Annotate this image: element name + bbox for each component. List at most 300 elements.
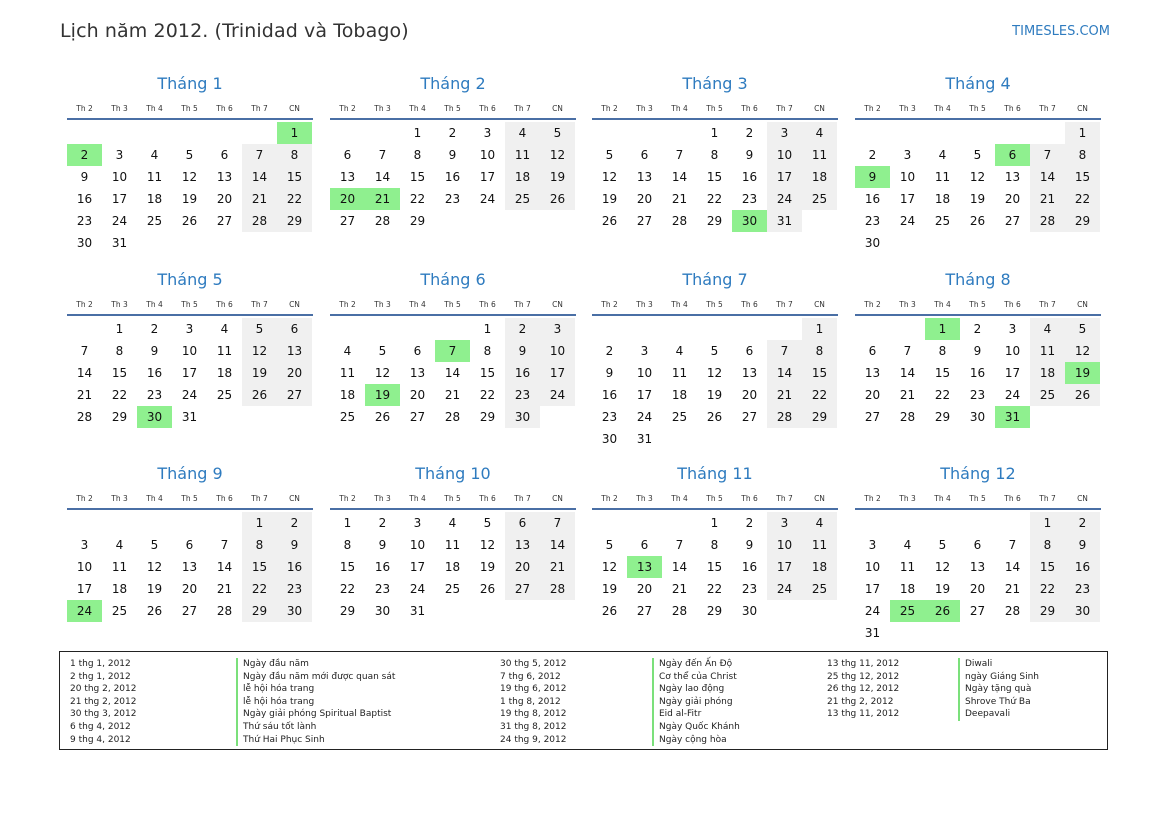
month-name: Tháng 6 (420, 270, 486, 289)
day-cell: 31 (767, 210, 802, 232)
empty-cell (592, 122, 627, 144)
day-cell: 28 (899, 410, 916, 424)
day-cell: 3 (185, 322, 194, 336)
day-cell: 13 (1004, 170, 1021, 184)
day-cell: 27 (409, 410, 426, 424)
day-cell: 18 (505, 166, 540, 188)
legend-date: 1 thg 8, 2012 (500, 696, 561, 707)
day-cell: 19 (706, 388, 723, 402)
weekday-label: Th 4 (934, 494, 951, 503)
month-7 (592, 270, 838, 450)
day-cell: 17 (181, 366, 198, 380)
empty-cell (102, 512, 137, 534)
day-cell: 15 (706, 170, 723, 184)
day-cell: 24 (767, 578, 802, 600)
day-cell: 28 (767, 406, 802, 428)
legend-holiday-name: Shrove Thứ Ba (958, 696, 1039, 709)
day-cell: 20 (505, 556, 540, 578)
weekday-label: Th 2 (339, 300, 356, 309)
holiday-day-cell: 30 (137, 406, 172, 428)
day-cell: 8 (343, 538, 352, 552)
day-cell: 15 (802, 362, 837, 384)
month-12 (855, 464, 1101, 644)
day-cell: 14 (671, 170, 688, 184)
day-cell: 2 (277, 512, 312, 534)
day-cell: 10 (181, 344, 198, 358)
day-cell: 1 (242, 512, 277, 534)
day-cell: 6 (745, 344, 754, 358)
day-cell: 3 (413, 516, 422, 530)
weekday-header (330, 492, 576, 506)
empty-cell (890, 122, 925, 144)
weekday-label: Th 5 (969, 494, 986, 503)
holiday-day-cell: 19 (365, 384, 400, 406)
day-cell: 11 (899, 560, 916, 574)
empty-cell (137, 122, 172, 144)
weekday-label: Th 7 (514, 300, 531, 309)
legend-holiday-name: lễ hội hóa trang (236, 683, 395, 696)
day-cell: 15 (706, 560, 723, 574)
day-cell: 27 (339, 214, 356, 228)
day-cell: 31 (111, 236, 128, 250)
day-cell: 26 (479, 582, 496, 596)
day-cell: 17 (479, 170, 496, 184)
header-rule (592, 118, 838, 120)
month-name: Tháng 12 (940, 464, 1016, 483)
day-cell: 16 (1065, 556, 1100, 578)
day-cell: 8 (1030, 534, 1065, 556)
day-cell: 6 (640, 148, 649, 162)
day-cell: 1 (710, 516, 719, 530)
day-cell: 14 (76, 366, 93, 380)
day-cell: 30 (969, 410, 986, 424)
day-cell: 11 (444, 538, 461, 552)
day-cell: 21 (1030, 188, 1065, 210)
day-cell: 7 (1008, 538, 1017, 552)
weekday-label: Th 2 (76, 104, 93, 113)
empty-cell (627, 122, 662, 144)
day-cell: 1 (343, 516, 352, 530)
day-cell: 25 (146, 214, 163, 228)
weekday-label: Th 3 (374, 104, 391, 113)
day-cell: 18 (146, 192, 163, 206)
day-cell: 31 (181, 410, 198, 424)
day-cell: 3 (1008, 322, 1017, 336)
day-cell: 14 (671, 560, 688, 574)
weekday-label: Th 3 (374, 494, 391, 503)
weekday-label: Th 4 (671, 494, 688, 503)
header-rule (67, 508, 313, 510)
day-cell: 8 (115, 344, 124, 358)
day-cell: 12 (181, 170, 198, 184)
day-cell: 29 (479, 410, 496, 424)
holiday-day-cell: 26 (925, 600, 960, 622)
day-cell: 17 (767, 166, 802, 188)
holiday-day-cell: 1 (277, 122, 312, 144)
weekday-label: Th 5 (444, 300, 461, 309)
day-grid (592, 512, 838, 622)
day-cell: 20 (277, 362, 312, 384)
day-cell: 3 (640, 344, 649, 358)
day-cell: 5 (540, 122, 575, 144)
day-cell: 23 (741, 192, 758, 206)
day-cell: 8 (277, 144, 312, 166)
day-cell: 29 (409, 214, 426, 228)
day-cell: 27 (864, 410, 881, 424)
day-cell: 22 (1065, 188, 1100, 210)
weekday-label: Th 5 (706, 300, 723, 309)
day-cell: 16 (505, 362, 540, 384)
month-1 (67, 74, 313, 254)
day-cell: 4 (938, 148, 947, 162)
empty-cell (890, 318, 925, 340)
month-4 (855, 74, 1101, 254)
weekday-label: CN (552, 300, 563, 309)
day-cell: 10 (767, 534, 802, 556)
holiday-day-cell: 25 (890, 600, 925, 622)
day-cell: 6 (343, 148, 352, 162)
weekday-label: Th 3 (899, 300, 916, 309)
weekday-label: CN (552, 494, 563, 503)
day-cell: 9 (80, 170, 89, 184)
legend-holiday-name: Ngày đầu năm (236, 658, 395, 671)
day-cell: 7 (242, 144, 277, 166)
empty-cell (855, 318, 890, 340)
day-cell: 24 (767, 188, 802, 210)
day-cell: 9 (1065, 534, 1100, 556)
day-cell: 22 (1030, 578, 1065, 600)
day-cell: 4 (903, 538, 912, 552)
weekday-label: Th 3 (111, 104, 128, 113)
day-cell: 24 (479, 192, 496, 206)
day-cell: 6 (973, 538, 982, 552)
day-cell: 28 (671, 604, 688, 618)
day-cell: 8 (413, 148, 422, 162)
empty-cell (890, 512, 925, 534)
weekday-label: Th 6 (1004, 104, 1021, 113)
legend-holiday-name: lễ hội hóa trang (236, 696, 395, 709)
day-cell: 10 (636, 366, 653, 380)
day-cell: 11 (934, 170, 951, 184)
day-cell: 13 (636, 170, 653, 184)
day-cell: 2 (745, 516, 754, 530)
legend-date: 25 thg 12, 2012 (827, 671, 900, 682)
day-cell: 1 (1065, 122, 1100, 144)
day-grid (67, 122, 313, 254)
weekday-label: Th 6 (1004, 300, 1021, 309)
day-cell: 14 (899, 366, 916, 380)
weekday-label: Th 7 (251, 494, 268, 503)
day-cell: 12 (934, 560, 951, 574)
day-cell: 9 (605, 366, 614, 380)
weekday-label: Th 4 (671, 104, 688, 113)
day-cell: 16 (601, 388, 618, 402)
month-11 (592, 464, 838, 622)
day-cell: 16 (374, 560, 391, 574)
weekday-label: Th 3 (111, 300, 128, 309)
day-cell: 11 (146, 170, 163, 184)
day-cell: 25 (934, 214, 951, 228)
weekday-label: Th 2 (339, 104, 356, 113)
day-cell: 18 (339, 388, 356, 402)
day-cell: 13 (969, 560, 986, 574)
day-grid (592, 318, 838, 450)
day-cell: 4 (115, 538, 124, 552)
legend-dates-col-2 (500, 658, 566, 746)
month-2 (330, 74, 576, 232)
holiday-day-cell: 1 (925, 318, 960, 340)
day-cell: 10 (1004, 344, 1021, 358)
weekday-label: Th 2 (76, 300, 93, 309)
weekday-label: Th 5 (706, 104, 723, 113)
day-cell: 26 (706, 410, 723, 424)
day-cell: 16 (741, 170, 758, 184)
legend-date: 6 thg 4, 2012 (70, 721, 131, 732)
weekday-label: Th 6 (216, 494, 233, 503)
day-cell: 22 (409, 192, 426, 206)
empty-cell (995, 122, 1030, 144)
legend-date: 19 thg 6, 2012 (500, 684, 567, 695)
day-cell: 9 (745, 148, 754, 162)
weekday-label: Th 2 (601, 300, 618, 309)
month-name: Tháng 9 (157, 464, 223, 483)
weekday-label: Th 7 (514, 104, 531, 113)
legend-holiday-name: Ngày cộng hòa (652, 734, 740, 747)
day-cell: 16 (146, 366, 163, 380)
weekday-label: Th 4 (934, 300, 951, 309)
day-cell: 12 (601, 560, 618, 574)
day-cell: 29 (706, 604, 723, 618)
day-cell: 7 (378, 148, 387, 162)
day-grid (330, 122, 576, 232)
day-cell: 12 (479, 538, 496, 552)
empty-cell (67, 318, 102, 340)
day-cell: 19 (242, 362, 277, 384)
day-cell: 5 (973, 148, 982, 162)
day-cell: 22 (339, 582, 356, 596)
day-cell: 28 (374, 214, 391, 228)
day-cell: 26 (374, 410, 391, 424)
day-cell: 27 (636, 604, 653, 618)
weekday-label: Th 4 (409, 494, 426, 503)
day-cell: 11 (339, 366, 356, 380)
day-cell: 2 (1065, 512, 1100, 534)
day-cell: 8 (483, 344, 492, 358)
day-cell: 28 (444, 410, 461, 424)
day-cell: 29 (1065, 210, 1100, 232)
legend-date: 30 thg 3, 2012 (70, 709, 137, 720)
weekday-label: CN (814, 104, 825, 113)
day-cell: 28 (1004, 604, 1021, 618)
day-cell: 13 (505, 534, 540, 556)
day-cell: 22 (706, 582, 723, 596)
weekday-label: Th 6 (479, 494, 496, 503)
legend-date: 13 thg 11, 2012 (827, 659, 900, 669)
day-cell: 6 (220, 148, 229, 162)
day-cell: 21 (242, 188, 277, 210)
header-rule (592, 508, 838, 510)
day-cell: 2 (605, 344, 614, 358)
weekday-label: Th 6 (479, 300, 496, 309)
day-cell: 24 (899, 214, 916, 228)
day-cell: 31 (409, 604, 426, 618)
empty-cell (207, 512, 242, 534)
day-cell: 1 (483, 322, 492, 336)
empty-cell (697, 318, 732, 340)
day-cell: 7 (540, 512, 575, 534)
day-cell: 22 (479, 388, 496, 402)
empty-cell (365, 318, 400, 340)
weekday-label: Th 7 (1039, 104, 1056, 113)
day-cell: 27 (216, 214, 233, 228)
day-cell: 22 (934, 388, 951, 402)
day-cell: 14 (540, 534, 575, 556)
weekday-label: Th 4 (409, 104, 426, 113)
holiday-day-cell: 9 (855, 166, 890, 188)
day-cell: 30 (277, 600, 312, 622)
day-cell: 11 (802, 534, 837, 556)
header-rule (855, 314, 1101, 316)
day-cell: 24 (409, 582, 426, 596)
day-cell: 7 (80, 344, 89, 358)
weekday-header (592, 298, 838, 312)
day-cell: 21 (671, 582, 688, 596)
day-cell: 15 (242, 556, 277, 578)
day-cell: 20 (741, 388, 758, 402)
day-cell: 6 (868, 344, 877, 358)
day-cell: 20 (409, 388, 426, 402)
empty-cell (172, 512, 207, 534)
weekday-label: Th 6 (216, 104, 233, 113)
day-cell: 14 (1004, 560, 1021, 574)
page-title: Lịch năm 2012. (Trinidad và Tobago) (60, 20, 409, 42)
weekday-label: Th 2 (601, 494, 618, 503)
day-cell: 3 (115, 148, 124, 162)
weekday-label: CN (289, 494, 300, 503)
legend-date: 19 thg 8, 2012 (500, 709, 567, 720)
day-cell: 18 (802, 166, 837, 188)
day-cell: 20 (181, 582, 198, 596)
day-cell: 12 (374, 366, 391, 380)
empty-cell (172, 122, 207, 144)
day-cell: 16 (444, 170, 461, 184)
day-cell: 18 (1030, 362, 1065, 384)
day-cell: 20 (636, 192, 653, 206)
month-name: Tháng 3 (682, 74, 748, 93)
weekday-label: CN (1077, 494, 1088, 503)
day-cell: 10 (479, 148, 496, 162)
day-cell: 24 (636, 410, 653, 424)
empty-cell (627, 318, 662, 340)
empty-cell (137, 512, 172, 534)
day-cell: 16 (277, 556, 312, 578)
header-rule (592, 314, 838, 316)
weekday-label: Th 6 (479, 104, 496, 113)
day-cell: 29 (111, 410, 128, 424)
holiday-day-cell: 2 (67, 144, 102, 166)
weekday-label: Th 7 (776, 300, 793, 309)
empty-cell (1030, 122, 1065, 144)
day-cell: 23 (864, 214, 881, 228)
day-cell: 15 (934, 366, 951, 380)
empty-cell (365, 122, 400, 144)
legend-holiday-name: Deepavali (958, 708, 1039, 721)
day-cell: 18 (802, 556, 837, 578)
legend-holiday-name: Eid al-Fitr (652, 708, 740, 721)
empty-cell (400, 318, 435, 340)
day-cell: 5 (605, 148, 614, 162)
day-cell: 22 (802, 384, 837, 406)
day-cell: 12 (146, 560, 163, 574)
day-cell: 9 (973, 344, 982, 358)
day-grid (592, 122, 838, 232)
month-name: Tháng 2 (420, 74, 486, 93)
legend-names-col-1 (236, 658, 395, 746)
day-cell: 21 (1004, 582, 1021, 596)
weekday-label: Th 4 (934, 104, 951, 113)
day-cell: 29 (242, 600, 277, 622)
day-cell: 14 (374, 170, 391, 184)
month-6 (330, 270, 576, 428)
day-cell: 26 (146, 604, 163, 618)
day-cell: 2 (448, 126, 457, 140)
day-cell: 22 (277, 188, 312, 210)
weekday-label: Th 6 (741, 300, 758, 309)
day-cell: 1 (115, 322, 124, 336)
day-cell: 4 (675, 344, 684, 358)
day-cell: 25 (444, 582, 461, 596)
legend-holiday-name: Diwali (958, 658, 1039, 671)
day-cell: 28 (216, 604, 233, 618)
day-cell: 29 (339, 604, 356, 618)
day-cell: 8 (938, 344, 947, 358)
site-link[interactable]: TIMESLES.COM (1012, 24, 1110, 39)
header-rule (330, 314, 576, 316)
empty-cell (330, 122, 365, 144)
weekday-label: Th 2 (339, 494, 356, 503)
legend-date: 21 thg 2, 2012 (70, 696, 137, 707)
day-cell: 11 (802, 144, 837, 166)
weekday-label: Th 5 (706, 494, 723, 503)
day-cell: 19 (601, 582, 618, 596)
day-cell: 13 (181, 560, 198, 574)
day-cell: 20 (864, 388, 881, 402)
legend-holiday-name: Ngày Quốc Khánh (652, 721, 740, 734)
day-cell: 3 (767, 122, 802, 144)
holiday-day-cell: 21 (365, 188, 400, 210)
day-cell: 14 (216, 560, 233, 574)
month-name: Tháng 8 (945, 270, 1011, 289)
weekday-label: Th 4 (409, 300, 426, 309)
day-cell: 26 (181, 214, 198, 228)
day-cell: 5 (1065, 318, 1100, 340)
legend-date: 1 thg 1, 2012 (70, 659, 131, 669)
day-cell: 5 (378, 344, 387, 358)
weekday-label: Th 7 (251, 300, 268, 309)
holiday-day-cell: 31 (995, 406, 1030, 428)
day-cell: 29 (277, 210, 312, 232)
day-cell: 2 (150, 322, 159, 336)
day-cell: 23 (1065, 578, 1100, 600)
empty-cell (207, 122, 242, 144)
day-cell: 12 (1065, 340, 1100, 362)
legend-holiday-name: Cơ thể của Christ (652, 671, 740, 684)
holiday-day-cell: 6 (995, 144, 1030, 166)
day-cell: 11 (1030, 340, 1065, 362)
weekday-label: Th 3 (899, 104, 916, 113)
day-grid (855, 318, 1101, 428)
day-cell: 9 (745, 538, 754, 552)
